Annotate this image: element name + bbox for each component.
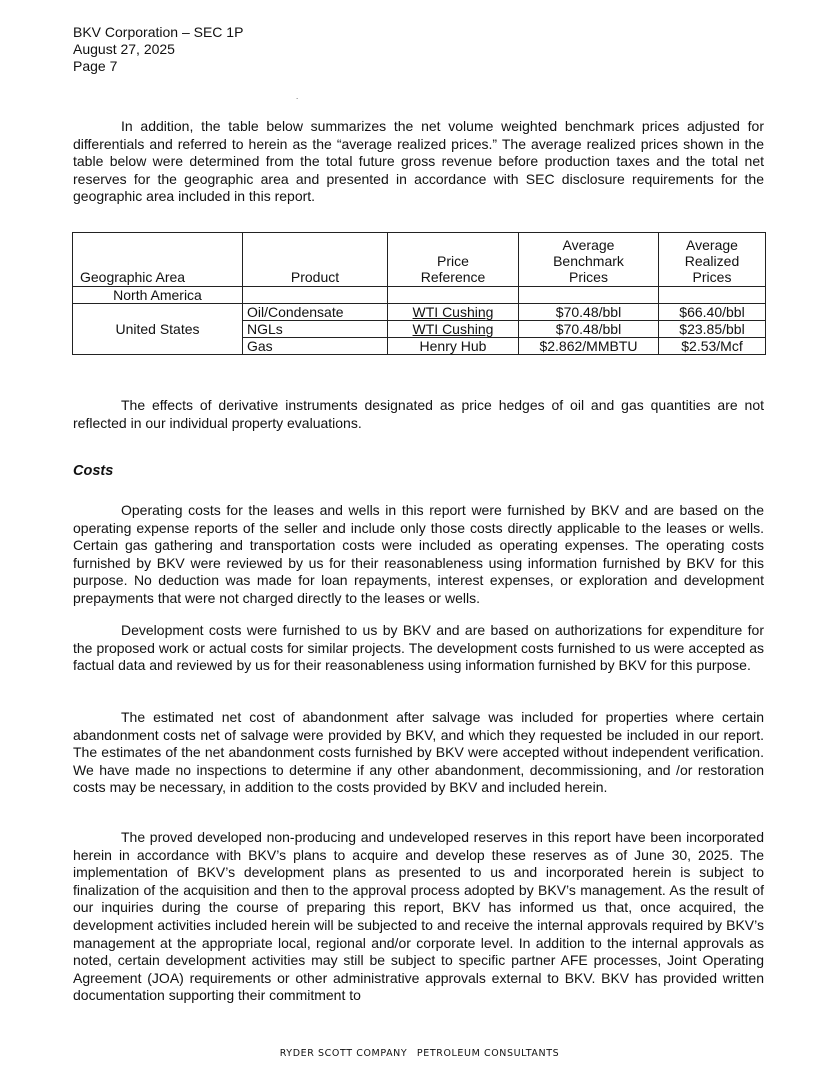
benchmark-cell: $2.862/MMBTU — [519, 338, 659, 355]
development-costs-paragraph: Development costs were furnished to us by BKV and are based on authorizations for expenditure for the proposed work or actual costs for similar projects. The development costs furnished to us were accepted as factual data and reviewed by us for their reasonableness using information furnished by BKV for this purpose. — [73, 622, 764, 674]
abandonment-paragraph: The estimated net cost of abandonment after salvage was included for properties where certain abandonment costs net of salvage were provided by BKV, and which they requested be included in our report. The estimates of the net abandonment costs furnished by BKV were accepted without independent verification. We have made no inspections to determine if any other abandonment, decommissioning, and /or restoration costs may be necessary, in addition to the costs provided by BKV and included herein. — [73, 709, 764, 796]
table-header-row — [73, 233, 766, 287]
realized-cell: $2.53/Mcf — [659, 338, 766, 355]
stray-dot: . — [296, 92, 299, 101]
header-price-reference: Price Reference — [388, 233, 519, 287]
region-cell: North America — [73, 287, 243, 304]
header-date: August 27, 2025 — [73, 41, 175, 57]
price-table — [72, 232, 766, 355]
page-footer — [0, 1048, 839, 1059]
benchmark-cell: $70.48/bbl — [519, 304, 659, 321]
header-geographic-area: Geographic Area — [73, 233, 243, 287]
product-cell: Oil/Condensate — [243, 304, 388, 321]
table-row — [73, 304, 766, 321]
product-cell: Gas — [243, 338, 388, 355]
realized-cell: $66.40/bbl — [659, 304, 766, 321]
product-cell: NGLs — [243, 321, 388, 338]
benchmark-cell: $70.48/bbl — [519, 321, 659, 338]
operating-costs-paragraph: Operating costs for the leases and wells in this report were furnished by BKV and are based on the operating expense reports of the seller and include only those costs directly applicable to the leases or wells. Certain gas gathering and transportation costs were included as operating expenses. The operating costs furnished by BKV were reviewed by us for their reasonableness using information furnished by BKV for this purpose. No deduction was made for loan repayments, interest expenses, or exploration and development prepayments that were not charged directly to the leases or wells. — [73, 502, 764, 606]
realized-cell: $23.85/bbl — [659, 321, 766, 338]
page-header — [73, 24, 243, 75]
header-company: BKV Corporation – SEC 1P — [73, 24, 244, 40]
table-row-region — [73, 287, 766, 304]
reference-cell: WTI Cushing — [388, 304, 519, 321]
country-cell: United States — [73, 304, 243, 355]
header-average-benchmark-prices: Average Benchmark Prices — [519, 233, 659, 287]
footer-company: RYDER SCOTT COMPANY — [279, 1048, 408, 1059]
header-page-number: Page 7 — [73, 58, 118, 74]
derivatives-paragraph: The effects of derivative instruments designated as price hedges of oil and gas quantities are not reflected in our individual property evaluations. — [73, 397, 764, 431]
costs-heading: Costs — [73, 463, 114, 479]
header-average-realized-prices: Average Realized Prices — [659, 233, 766, 287]
intro-paragraph: In addition, the table below summarizes the net volume weighted benchmark prices adjusted for differentials and referred to herein as the “average realized prices.” The average realized prices shown in the table below were determined from the total future gross revenue before production taxes and the total net reserves for the geographic area and presented in accordance with SEC disclosure requirements for the geographic area included in this report. — [73, 118, 764, 205]
reference-cell: Henry Hub — [388, 338, 519, 355]
reference-cell: WTI Cushing — [388, 321, 519, 338]
reserves-paragraph: The proved developed non-producing and undeveloped reserves in this report have been incorporated herein in accordance with BKV’s plans to acquire and develop these reserves as of June 30, 2025. The implementation of BKV’s development plans as presented to us and incorporated herein is subject to finalization of the acquisition and then to the approval process adopted by BKV’s management. As the result of our inquiries during the course of preparing this report, BKV has informed us that, once acquired, the development activities included herein will be subjected to and receive the internal approvals required by BKV’s management at the appropriate local, regional and/or corporate level. In addition to the internal approvals as noted, certain development activities may still be subject to specific partner AFE processes, Joint Operating Agreement (JOA) requirements or other administrative approvals external to BKV. BKV has provided written documentation supporting their commitment to — [73, 829, 764, 1004]
footer-tagline: PETROLEUM CONSULTANTS — [416, 1048, 560, 1059]
header-product: Product — [243, 233, 388, 287]
